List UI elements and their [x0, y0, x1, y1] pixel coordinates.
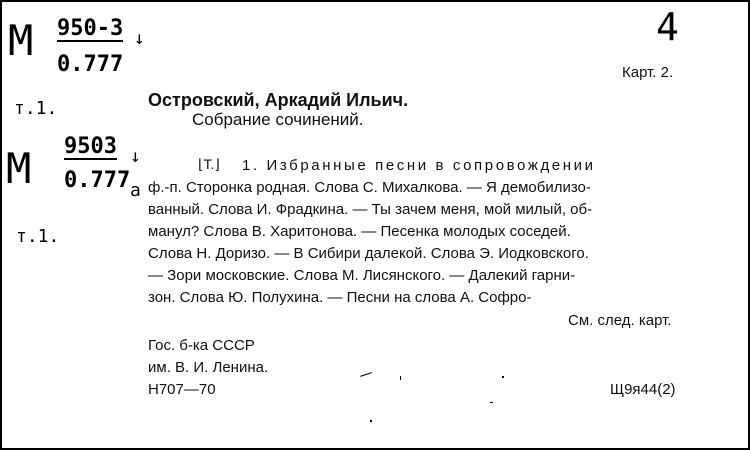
volume-note-1: т.1.	[14, 98, 58, 119]
volume-marker-label: Т.	[203, 156, 215, 172]
volume-marker	[198, 156, 220, 173]
arrow-down-icon: ↓	[130, 146, 141, 167]
print-code: Н707—70	[148, 381, 216, 398]
scan-speck	[400, 376, 401, 380]
shelf-mark-letter-2: М	[6, 144, 32, 193]
scan-speck	[490, 402, 493, 403]
entry-line: манул? Слова В. Харитонова. — Песенка молодых соседей.	[148, 223, 571, 240]
author-heading: Островский, Аркадий Ильич.	[148, 90, 409, 110]
shelf-mark-letter-1: М	[8, 16, 34, 65]
entry-line: Слова Н. Доризо. — В Сибири далекой. Слова Э. Иодковского.	[148, 245, 589, 262]
scan-speck	[360, 372, 372, 377]
entry-line: 1. Избранные песни в сопровождении	[242, 157, 596, 174]
shelf-mark-suffix-2: а	[130, 180, 141, 201]
title: Собрание сочинений.	[192, 110, 364, 129]
entry-line: зон. Слова Ю. Полухина. — Песни на слова А. Софро-	[148, 289, 532, 306]
shelf-mark-bottom-2: 0.777	[64, 168, 131, 193]
card-number: Карт. 2.	[622, 64, 674, 81]
bracket-open: ⌊	[198, 156, 204, 172]
volume-note-2: т.1.	[16, 226, 60, 247]
continuation-note: См. след. карт.	[568, 312, 672, 329]
scan-speck	[502, 376, 504, 378]
entry-line: — Зори московские. Слова М. Лисянского. — Далекий гарни-	[148, 267, 576, 284]
scan-speck	[370, 420, 372, 422]
arrow-down-icon: ↓	[134, 28, 145, 49]
entry-line: ф.-п. Сторонка родная. Слова С. Михалкова. — Я демобилизо-	[148, 179, 591, 196]
library-line: им. В. И. Ленина.	[148, 359, 269, 376]
class-code: Щ9я44(2)	[610, 381, 676, 398]
entry-line: ванный. Слова И. Фрадкина. — Ты зачем меня, мой милый, об-	[148, 201, 593, 218]
shelf-mark-top-2: 9503	[64, 134, 117, 159]
library-line: Гос. б-ка СССР	[148, 337, 255, 354]
corner-number: 4	[656, 5, 679, 49]
shelf-mark-top-1: 950-3	[57, 16, 124, 41]
shelf-mark-bottom-1: 0.777	[57, 52, 124, 77]
bracket-close: ⌋	[214, 156, 220, 172]
